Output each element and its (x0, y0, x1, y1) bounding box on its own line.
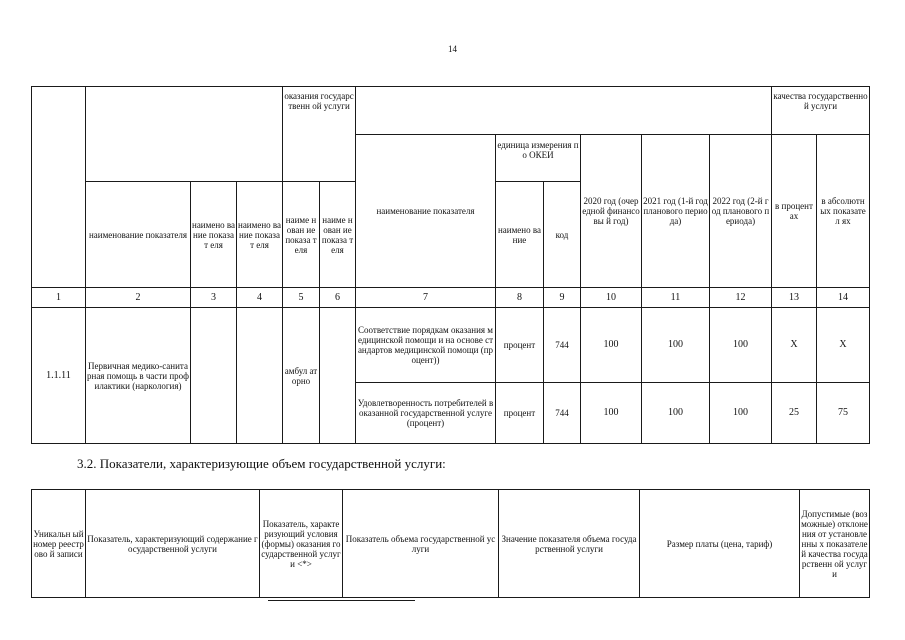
allowed-deviation-header: Допустимые (возможные) отклонения от установленны х показателей качества государственн ой услуги (800, 490, 870, 598)
content-indicator-name-header: наименование показателя (86, 182, 191, 288)
column-number: 10 (581, 288, 642, 308)
column-number: 5 (283, 288, 320, 308)
content-indicator-header: Показатель, характеризующий содержание государственной услуги (86, 490, 260, 598)
service-condition: амбул аторно (283, 308, 320, 444)
unit-code: 744 (544, 308, 581, 383)
value-2022: 100 (710, 308, 772, 383)
year-2022-header: 2022 год (2-й год планового периода) (710, 135, 772, 288)
quality-indicator-header-cell (356, 87, 772, 135)
quality-deviation-header: качества государственной услуги (772, 87, 870, 135)
condition-indicator-name-header: наиме нован ие показа теля (320, 182, 356, 288)
value-2022: 100 (710, 383, 772, 444)
service-content: Первичная медико-санитарная помощь в части профилактики (наркология) (86, 308, 191, 444)
deviation-percent: X (772, 308, 817, 383)
page-number: 14 (448, 44, 457, 54)
deviation-percent: 25 (772, 383, 817, 444)
column-number: 13 (772, 288, 817, 308)
column-number: 8 (496, 288, 544, 308)
divider-line (268, 600, 415, 601)
okei-code-header: код (544, 182, 581, 288)
volume-indicators-table (31, 489, 870, 598)
empty-cell (237, 308, 283, 444)
condition-indicator-header: Показатель, характеризующий условия (формы) оказания государственной услуги <*> (260, 490, 343, 598)
column-number: 6 (320, 288, 356, 308)
content-indicator-name-header: наимено вание показат еля (191, 182, 237, 288)
section-heading: 3.2. Показатели, характеризующие объем государственной услуги: (77, 456, 446, 471)
deviation-absolute: 75 (817, 383, 870, 444)
fee-size-header: Размер платы (цена, тариф) (640, 490, 800, 598)
registry-number-header-cell (32, 87, 86, 288)
indicator-name: Соответствие порядкам оказания медицинской помощи и на основе стандартов медицинской помощи (процент)) (356, 308, 496, 383)
okei-name-header: наимено вание (496, 182, 544, 288)
volume-value-header: Значение показателя объема государственной услуги (499, 490, 640, 598)
empty-cell (320, 308, 356, 444)
column-number: 4 (237, 288, 283, 308)
okei-unit-header: единица измерения по ОКЕИ (496, 135, 581, 182)
column-number: 11 (642, 288, 710, 308)
column-number: 1 (32, 288, 86, 308)
volume-indicator-header: Показатель объема государственной услуги (343, 490, 499, 598)
registry-number: 1.1.11 (32, 308, 86, 444)
condition-indicator-name-header: наиме нован ие показа теля (283, 182, 320, 288)
column-number: 12 (710, 288, 772, 308)
quality-indicators-table (31, 86, 870, 444)
content-indicator-name-header: наимено вание показат еля (237, 182, 283, 288)
column-number: 2 (86, 288, 191, 308)
unique-registry-number-header: Уникальн ый номер реестрово й записи (32, 490, 86, 598)
column-number: 7 (356, 288, 496, 308)
column-number: 3 (191, 288, 237, 308)
content-indicator-header-cell (86, 87, 283, 182)
deviation-absolute-header: в абсолютн ых показател ях (817, 135, 870, 288)
condition-indicator-header: оказания государственн ой услуги (283, 87, 356, 182)
year-2020-header: 2020 год (очередной финансовы й год) (581, 135, 642, 288)
indicator-name: Удовлетворенность потребителей в оказанной государственной услуге (процент) (356, 383, 496, 444)
value-2020: 100 (581, 383, 642, 444)
deviation-percent-header: в процент ах (772, 135, 817, 288)
column-number: 9 (544, 288, 581, 308)
value-2021: 100 (642, 383, 710, 444)
unit-name: процент (496, 383, 544, 444)
unit-code: 744 (544, 383, 581, 444)
deviation-absolute: X (817, 308, 870, 383)
value-2021: 100 (642, 308, 710, 383)
empty-cell (191, 308, 237, 444)
value-2020: 100 (581, 308, 642, 383)
year-2021-header: 2021 год (1-й год планового периода) (642, 135, 710, 288)
unit-name: процент (496, 308, 544, 383)
indicator-name-header: наименование показателя (356, 135, 496, 288)
column-number: 14 (817, 288, 870, 308)
